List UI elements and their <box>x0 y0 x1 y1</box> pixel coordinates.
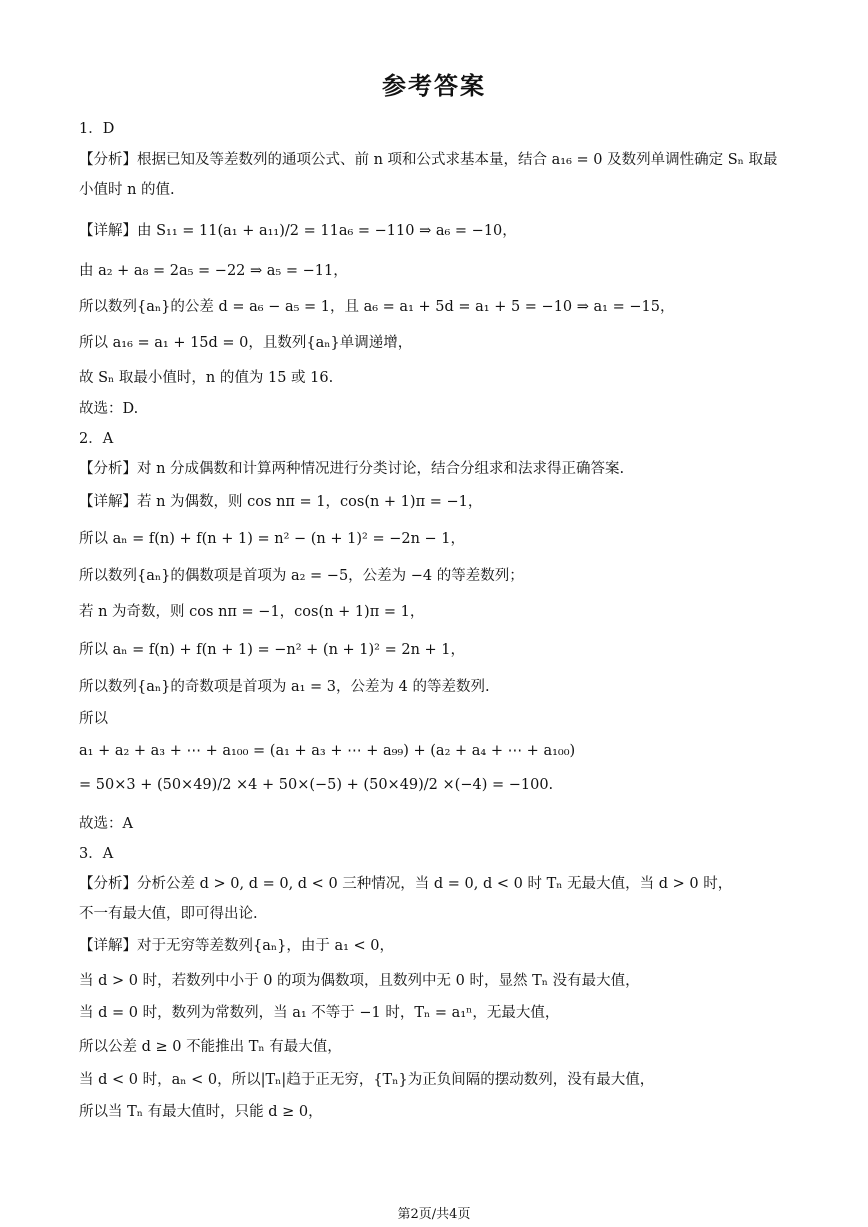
answer-3-line: 当 d = 0 时，数列为常数列，当 a₁ 不等于 −1 时，Tₙ = a₁ⁿ，无最大值， <box>79 1005 560 1021</box>
answer-1-detail: 【详解】由 S₁₁ = 11(a₁ + a₁₁)/2 = 11a₆ = −110 ⇒ a₆ = −10， <box>79 223 517 239</box>
answer-3-line: 当 d > 0 时，若数列中小于 0 的项为偶数项，且数列中无 0 时，显然 Tₙ 没有最大值， <box>79 973 640 989</box>
answer-3-analysis-cont: 不一有最大值，即可得出论. <box>79 906 258 922</box>
answer-2-label: 2．A <box>79 431 114 447</box>
answer-2-line: 所以 aₙ = f(n) + f(n + 1) = −n² + (n + 1)² = 2n + 1， <box>79 642 466 658</box>
answer-3-line: 所以公差 d ≥ 0 不能推出 Tₙ 有最大值， <box>79 1039 342 1055</box>
answer-3-line: 当 d < 0 时，aₙ < 0，所以|Tₙ|趋于正无穷，{Tₙ}为正负间隔的摆动数列，没有最大值， <box>79 1072 655 1088</box>
answer-2-analysis: 【分析】对 n 分成偶数和计算两种情况进行分类讨论，结合分组求和法求得正确答案. <box>79 461 625 477</box>
answer-2-line: 所以 aₙ = f(n) + f(n + 1) = n² − (n + 1)² = −2n − 1， <box>79 531 466 547</box>
answer-2-line: 所以数列{aₙ}的偶数项是首项为 a₂ = −5，公差为 −4 的等差数列； <box>79 568 524 584</box>
page-footer: 第2页/共4页 <box>397 1207 471 1222</box>
answer-1-line: 所以 a₁₆ = a₁ + 15d = 0，且数列{aₙ}单调递增， <box>79 335 413 351</box>
answer-1-label: 1．D <box>79 121 115 137</box>
answer-2-line: 所以数列{aₙ}的奇数项是首项为 a₁ = 3，公差为 4 的等差数列. <box>79 679 490 695</box>
answer-2-choice: 故选：A <box>79 816 133 832</box>
answer-2-detail: 【详解】若 n 为偶数，则 cos nπ = 1，cos(n + 1)π = −1， <box>79 494 483 510</box>
answer-2-formula: = 50×3 + (50×49)/2 ×4 + 50×(−5) + (50×49)/2 ×(−4) = −100. <box>79 777 554 793</box>
answer-3-label: 3．A <box>79 846 114 862</box>
answer-1-line: 故 Sₙ 取最小值时，n 的值为 15 或 16. <box>79 370 334 386</box>
answer-1-line: 由 a₂ + a₈ = 2a₅ = −22 ⇒ a₅ = −11， <box>79 263 348 279</box>
answer-3-detail: 【详解】对于无穷等差数列{aₙ}，由于 a₁ < 0， <box>79 938 395 954</box>
answer-1-choice: 故选：D. <box>79 401 139 417</box>
answer-2-formula: a₁ + a₂ + a₃ + ⋯ + a₁₀₀ = (a₁ + a₃ + ⋯ + a₉₉) + (a₂ + a₄ + ⋯ + a₁₀₀) <box>79 743 576 759</box>
answer-3-line: 所以当 Tₙ 有最大值时，只能 d ≥ 0， <box>79 1104 323 1120</box>
page-title: 参考答案 <box>382 71 486 100</box>
answer-2-line: 所以 <box>79 711 108 727</box>
answer-1-analysis-cont: 小值时 n 的值. <box>79 182 175 198</box>
answer-2-line: 若 n 为奇数，则 cos nπ = −1，cos(n + 1)π = 1， <box>79 604 425 620</box>
answer-1-analysis: 【分析】根据已知及等差数列的通项公式、前 n 项和公式求基本量，结合 a₁₆ = 0 及数列单调性确定 Sₙ 取最 <box>79 152 778 168</box>
answer-1-line: 所以数列{aₙ}的公差 d = a₆ − a₅ = 1，且 a₆ = a₁ + 5d = a₁ + 5 = −10 ⇒ a₁ = −15， <box>79 299 675 315</box>
answer-3-analysis: 【分析】分析公差 d > 0, d = 0, d < 0 三种情况，当 d = 0, d < 0 时 Tₙ 无最大值，当 d > 0 时， <box>79 876 733 892</box>
